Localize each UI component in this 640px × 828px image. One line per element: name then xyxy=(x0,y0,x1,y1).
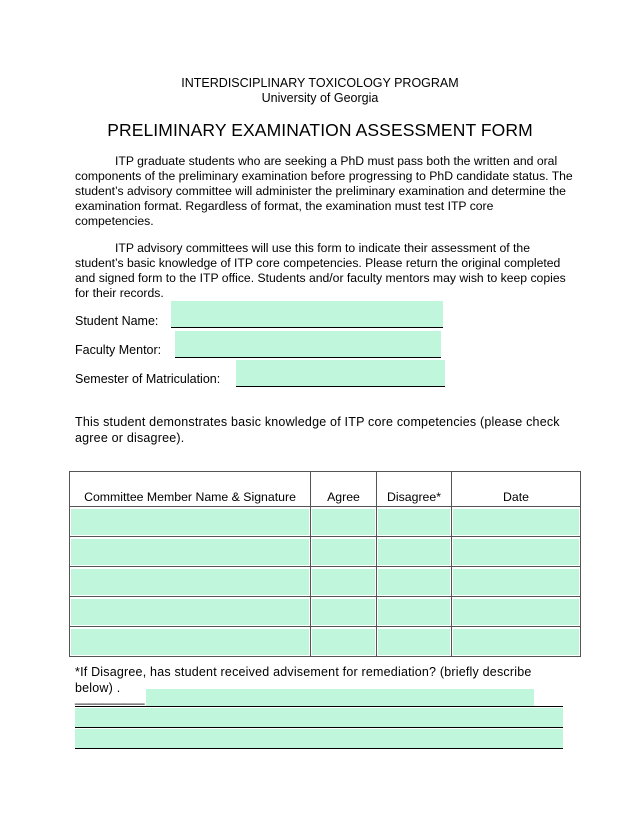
agree-cell[interactable] xyxy=(311,597,377,627)
agree-input[interactable] xyxy=(312,569,375,595)
university-name: University of Georgia xyxy=(261,91,379,105)
date-input[interactable] xyxy=(453,629,579,655)
disagree-input[interactable] xyxy=(378,599,450,625)
student-name-field[interactable] xyxy=(171,301,443,328)
member-name-input[interactable] xyxy=(71,629,309,655)
semester-field[interactable] xyxy=(236,360,445,387)
agree-input[interactable] xyxy=(312,629,375,655)
disagree-cell[interactable] xyxy=(377,567,452,597)
intro-paragraph-1-text: ITP graduate students who are seeking a PhD must pass both the written and oral components of the preliminary examination before progressing to PhD candidate status. The student’s advisory committee will administer the preliminary examination and determine the examination format. Regardless of format, the examination must test ITP core competencies. xyxy=(75,154,573,228)
member-name-cell[interactable] xyxy=(70,627,311,657)
member-name-input[interactable] xyxy=(71,509,309,535)
remediation-line-2 xyxy=(75,727,563,728)
agree-input[interactable] xyxy=(312,509,375,535)
disagree-input[interactable] xyxy=(378,569,450,595)
disagree-input[interactable] xyxy=(378,539,450,565)
header-agree: Agree xyxy=(311,472,377,507)
date-input[interactable] xyxy=(453,539,579,565)
intro-paragraph-2 xyxy=(75,241,575,301)
header-disagree: Disagree* xyxy=(377,472,452,507)
committee-table xyxy=(69,471,581,657)
remediation-line-1 xyxy=(75,706,563,707)
agree-input[interactable] xyxy=(312,539,375,565)
student-name-label: Student Name: xyxy=(75,314,159,328)
disagree-cell[interactable] xyxy=(377,627,452,657)
date-input[interactable] xyxy=(453,599,579,625)
member-name-cell[interactable] xyxy=(70,507,311,537)
faculty-mentor-label: Faculty Mentor: xyxy=(75,343,162,357)
remediation-line-3-field[interactable] xyxy=(75,729,563,748)
remediation-question: *If Disagree, has student received advisement for remediation? (briefly describe below) . xyxy=(75,665,532,695)
agree-input[interactable] xyxy=(312,599,375,625)
table-row xyxy=(70,597,581,627)
header-name-signature: Committee Member Name & Signature xyxy=(70,472,311,507)
agree-cell[interactable] xyxy=(311,627,377,657)
table-row xyxy=(70,567,581,597)
header-date: Date xyxy=(452,472,581,507)
agree-cell[interactable] xyxy=(311,567,377,597)
disagree-input[interactable] xyxy=(378,629,450,655)
date-input[interactable] xyxy=(453,569,579,595)
disagree-cell[interactable] xyxy=(377,507,452,537)
faculty-mentor-field[interactable] xyxy=(175,331,441,358)
member-name-cell[interactable] xyxy=(70,537,311,567)
remediation-line-2-field[interactable] xyxy=(75,708,563,727)
remediation-answer-field[interactable] xyxy=(146,689,534,707)
program-name: INTERDISCIPLINARY TOXICOLOGY PROGRAM xyxy=(181,76,459,90)
date-cell[interactable] xyxy=(452,537,581,567)
date-input[interactable] xyxy=(453,509,579,535)
date-cell[interactable] xyxy=(452,627,581,657)
intro-paragraph-2-text: ITP advisory committees will use this form to indicate their assessment of the student’s basic knowledge of ITP core competencies. Please return the original completed and signed form to the ITP office. Students and/or faculty mentors may wish to keep copies for their records. xyxy=(75,241,566,300)
member-name-cell[interactable] xyxy=(70,597,311,627)
disagree-cell[interactable] xyxy=(377,537,452,567)
date-cell[interactable] xyxy=(452,567,581,597)
competency-statement: This student demonstrates basic knowledge of ITP core competencies (please check agree or disagree). xyxy=(75,415,560,445)
intro-paragraph-1 xyxy=(75,154,575,229)
date-cell[interactable] xyxy=(452,507,581,537)
date-cell[interactable] xyxy=(452,597,581,627)
table-header-row xyxy=(70,472,581,507)
table-row xyxy=(70,507,581,537)
remediation-line-3 xyxy=(75,748,563,749)
disagree-cell[interactable] xyxy=(377,597,452,627)
remediation-lead-blank: __________ xyxy=(75,691,145,705)
table-row xyxy=(70,537,581,567)
member-name-input[interactable] xyxy=(71,539,309,565)
member-name-input[interactable] xyxy=(71,599,309,625)
member-name-input[interactable] xyxy=(71,569,309,595)
member-name-cell[interactable] xyxy=(70,567,311,597)
agree-cell[interactable] xyxy=(311,507,377,537)
page-title: PRELIMINARY EXAMINATION ASSESSMENT FORM xyxy=(107,120,533,140)
table-row xyxy=(70,627,581,657)
disagree-input[interactable] xyxy=(378,509,450,535)
semester-label: Semester of Matriculation: xyxy=(75,372,221,386)
agree-cell[interactable] xyxy=(311,537,377,567)
